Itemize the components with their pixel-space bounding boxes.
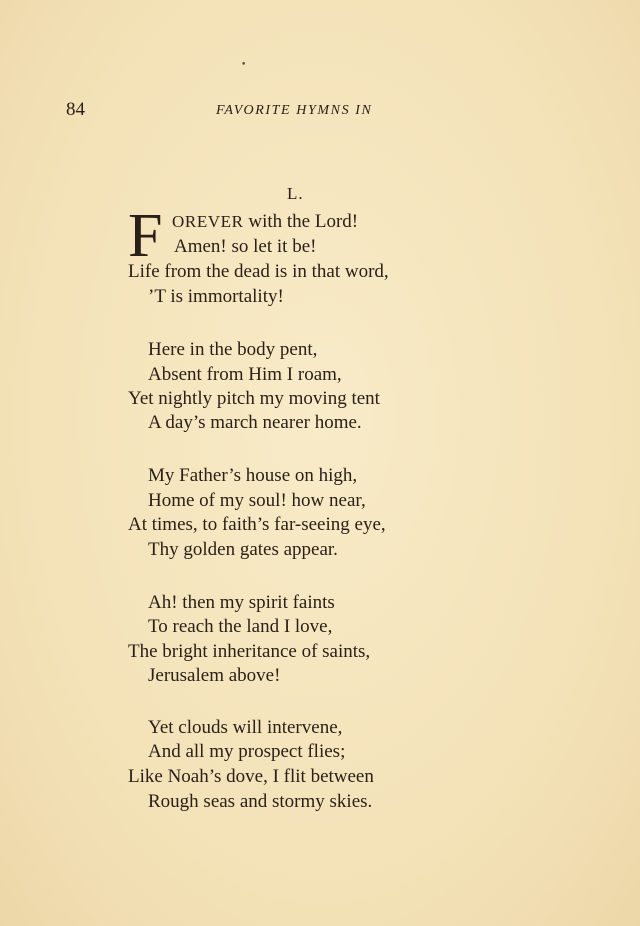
first-line-rest: with the Lord! <box>243 211 359 232</box>
hymn-line: Ah! then my spirit faints <box>148 592 335 613</box>
hymn-line: Absent from Him I roam, <box>148 364 342 385</box>
hymn-line: And all my prospect flies; <box>148 741 346 762</box>
hymn-line: Thy golden gates appear. <box>148 539 338 560</box>
page-number: 84 <box>66 99 85 120</box>
hymn-line: Yet clouds will intervene, <box>148 717 343 738</box>
hymn-line: At times, to faith’s far-seeing eye, <box>128 514 386 535</box>
hymn-line: Jerusalem above! <box>148 665 281 686</box>
hymn-line: ’T is immortality! <box>148 286 284 307</box>
hymn-line: A day’s march nearer home. <box>148 412 362 433</box>
hymn-line: Here in the body pent, <box>148 339 318 360</box>
first-line-caps: OREVER <box>172 212 244 231</box>
hymn-line: Rough seas and stormy skies. <box>148 791 373 812</box>
hymn-line: Yet nightly pitch my moving tent <box>128 388 380 409</box>
hymn-line: To reach the land I love, <box>148 616 333 637</box>
hymn-line: Home of my soul! how near, <box>148 490 366 511</box>
ink-speck: • <box>241 60 247 70</box>
hymn-line: My Father’s house on high, <box>148 465 358 486</box>
running-head: FAVORITE HYMNS IN <box>216 103 373 118</box>
hymn-line: Like Noah’s dove, I flit between <box>128 766 374 787</box>
hymn-first-line <box>172 210 358 234</box>
hymn-line: Amen! so let it be! <box>174 236 317 257</box>
hymn-line: The bright inheritance of saints, <box>128 641 371 662</box>
drop-cap: F <box>128 202 163 270</box>
hymn-number: L. <box>287 184 304 203</box>
hymn-line: Life from the dead is in that word, <box>128 261 389 282</box>
